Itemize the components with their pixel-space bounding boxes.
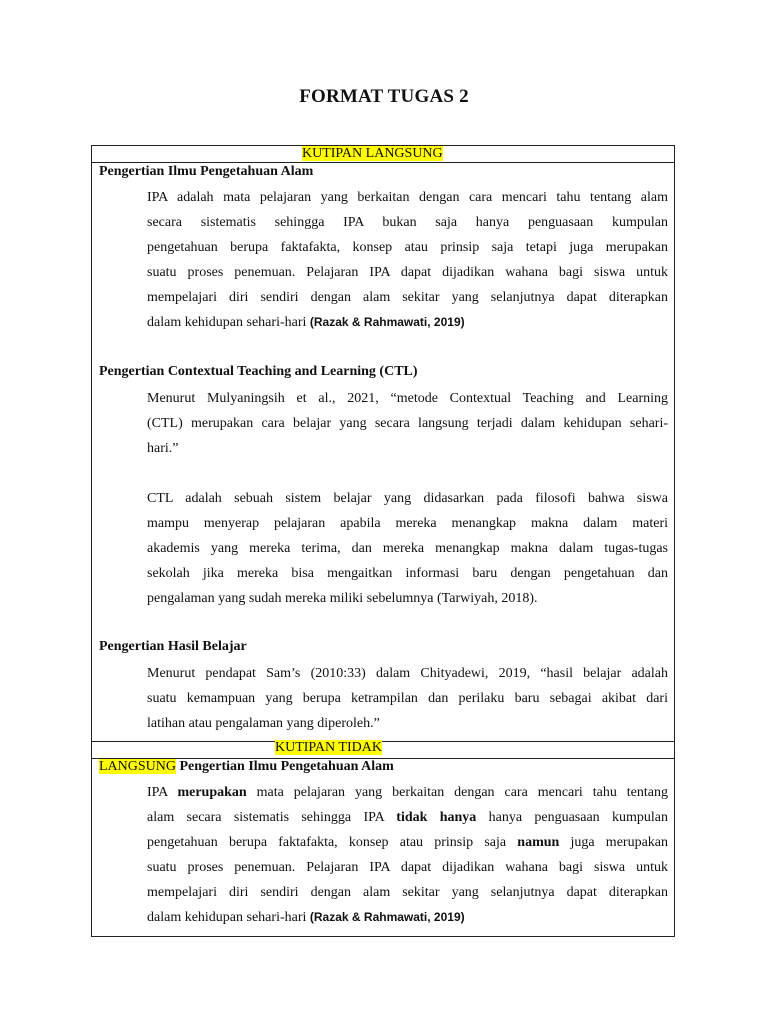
text-line: Menurut pendapat Sam’s (2010:33) dalam Chityadewi, 2019, “hasil belajar adalah <box>147 666 668 681</box>
text-fragment: dalam kehidupan sehari-hari <box>147 910 307 925</box>
emphasis-text: tidak hanya <box>396 810 477 825</box>
text-line: suatu kemampuan yang berupa ketrampilan dan perilaku baru sebagai akibat dari <box>147 691 668 706</box>
emphasis-text: merupakan <box>177 785 247 800</box>
heading-ipa-2: Pengertian Ilmu Pengetahuan Alam <box>179 759 394 774</box>
paragraph-hasil-belajar <box>147 661 668 736</box>
text-line <box>147 830 668 855</box>
text-fragment: juga merupakan <box>559 835 668 850</box>
citation: (Razak & Rahmawati, 2019) <box>309 910 465 924</box>
text-fragment: pengetahuan berupa faktafakta, konsep atau prinsip saja <box>147 835 518 850</box>
text-line: hari.” <box>147 441 179 456</box>
text-line: suatu proses penemuan. Pelajaran IPA dapat dijadikan wahana bagi siswa untuk <box>147 265 668 280</box>
heading-ipa: Pengertian Ilmu Pengetahuan Alam <box>99 164 314 179</box>
text-line: CTL adalah sebuah sistem belajar yang didasarkan pada filosofi bahwa siswa <box>147 491 668 506</box>
kutipan-tidak-langsung-box <box>91 741 675 937</box>
text-line <box>147 780 668 805</box>
text-fragment: dalam kehidupan sehari-hari <box>147 315 307 330</box>
paragraph-ipa <box>147 185 668 335</box>
heading-row <box>99 759 394 775</box>
text-line: mempelajari diri sendiri dengan alam sekitar yang selanjutnya dapat diterapkan <box>147 885 668 900</box>
text-line: sekolah jika mereka bisa mengaitkan informasi baru dengan pengetahuan dan <box>147 566 668 581</box>
text-line-last <box>147 905 668 930</box>
kutipan-langsung-box <box>91 145 675 742</box>
text-line: Menurut Mulyaningsih et al., 2021, “metode Contextual Teaching and Learning <box>147 391 668 406</box>
kutipan-langsung-header <box>302 146 443 162</box>
citation: (Razak & Rahmawati, 2019) <box>309 315 465 329</box>
kutipan-langsung-label: KUTIPAN LANGSUNG <box>302 146 443 161</box>
document-title: FORMAT TUGAS 2 <box>299 86 469 107</box>
text-line: latihan atau pengalaman yang diperoleh.” <box>147 716 380 731</box>
text-line <box>147 805 668 830</box>
emphasis-text: namun <box>517 835 560 850</box>
text-fragment: alam secara sistematis sehingga IPA <box>147 810 397 825</box>
text-line: akademis yang mereka terima, dan mereka menangkap makna dalam tugas-tugas <box>147 541 668 556</box>
text-line: mampu menyerap pelajaran apabila mereka menangkap makna dalam materi <box>147 516 668 531</box>
paragraph-ctl <box>147 386 668 461</box>
text-line: pengalaman yang sudah mereka miliki sebelumnya (Tarwiyah, 2018). <box>147 591 538 606</box>
heading-ctl: Pengertian Contextual Teaching and Learning (CTL) <box>99 364 418 379</box>
text-fragment: mata pelajaran yang berkaitan dengan cara mencari tahu tentang <box>246 785 668 800</box>
text-line: IPA adalah mata pelajaran yang berkaitan dengan cara mencari tahu tentang alam <box>147 190 668 205</box>
kutipan-tidak-label: KUTIPAN TIDAK <box>275 740 382 755</box>
heading-hasil-belajar: Pengertian Hasil Belajar <box>99 639 247 654</box>
text-line: secara sistematis sehingga IPA bukan saja hanya penguasaan kumpulan <box>147 215 668 230</box>
text-line: suatu proses penemuan. Pelajaran IPA dapat dijadikan wahana bagi siswa untuk <box>147 860 668 875</box>
paragraph-ctl-2 <box>147 486 668 611</box>
text-line: (CTL) merupakan cara belajar yang secara langsung terjadi dalam kehidupan sehari- <box>147 416 668 431</box>
text-line-last <box>147 310 668 335</box>
kutipan-tidak-header <box>275 740 382 756</box>
text-fragment: IPA <box>147 785 178 800</box>
text-line: pengetahuan berupa faktafakta, konsep atau prinsip saja tetapi juga merupakan <box>147 240 668 255</box>
text-line: mempelajari diri sendiri dengan alam sekitar yang selanjutnya dapat diterapkan <box>147 290 668 305</box>
paragraph-ipa-paraphrase <box>147 780 668 930</box>
text-fragment: hanya penguasaan kumpulan <box>476 810 669 825</box>
header-divider <box>92 162 674 163</box>
langsung-label: LANGSUNG <box>99 759 176 774</box>
